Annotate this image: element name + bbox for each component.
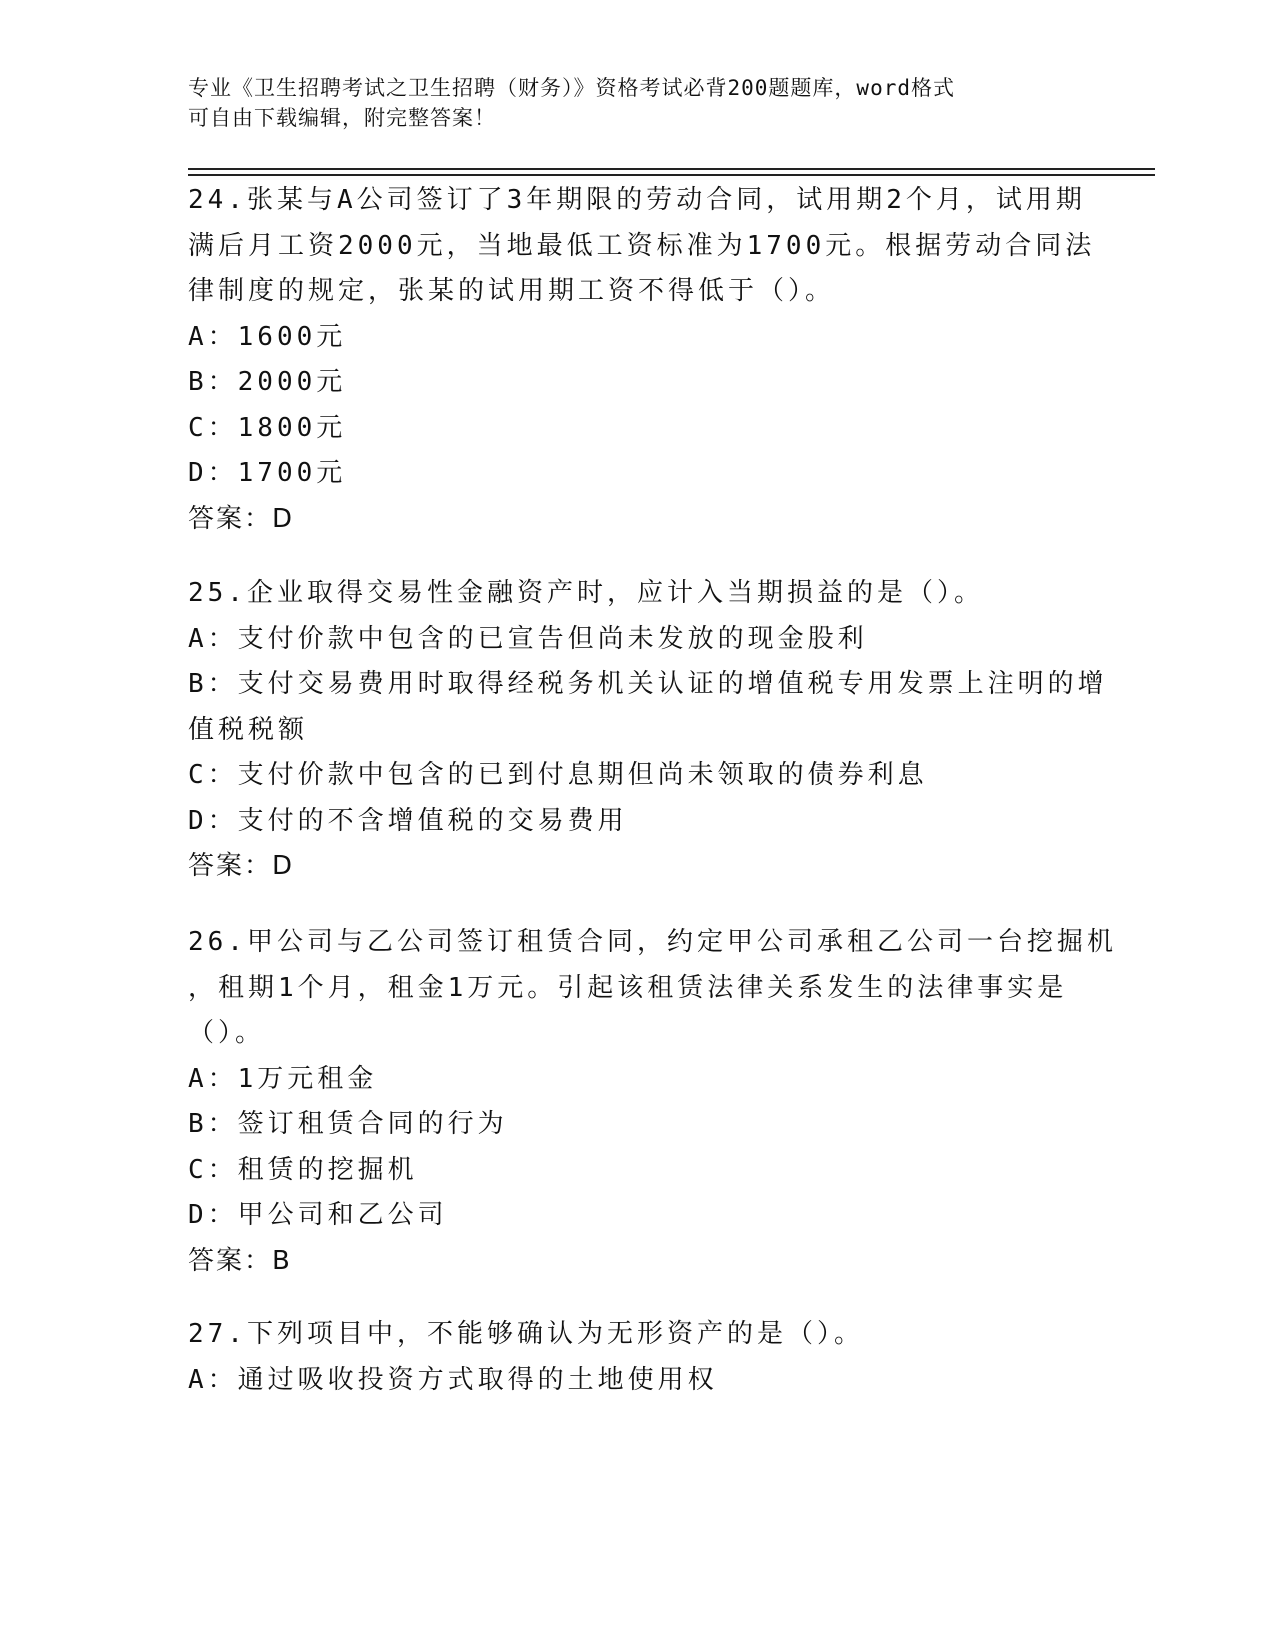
option-b-continued: 值税税额 bbox=[188, 714, 309, 745]
answer: 答案：D bbox=[188, 851, 295, 881]
option-a: A：通过吸收投资方式取得的土地使用权 bbox=[188, 1364, 718, 1395]
option-c: C：支付价款中包含的已到付息期但尚未领取的债券利息 bbox=[188, 760, 928, 790]
answer: 答案：D bbox=[188, 503, 295, 534]
header-rule-top bbox=[188, 168, 1155, 170]
option-b: B：2000元 bbox=[188, 367, 347, 397]
question-stem-line: 24.张某与A公司签订了3年期限的劳动合同，试用期2个月，试用期 bbox=[188, 185, 1086, 215]
header-line-2: 可自由下载编辑，附完整答案！ bbox=[188, 106, 496, 130]
question-stem-line: 27.下列项目中，不能够确认为无形资产的是（）。 bbox=[188, 1319, 864, 1349]
question-27 bbox=[188, 1312, 1088, 1403]
option-c: C：租赁的挖掘机 bbox=[188, 1154, 418, 1185]
header-rule-bottom bbox=[188, 174, 1155, 176]
answer: 答案：B bbox=[188, 1245, 292, 1276]
option-a: A：支付价款中包含的已宣告但尚未发放的现金股利 bbox=[188, 623, 868, 654]
option-d: D：支付的不含增值税的交易费用 bbox=[188, 805, 628, 836]
option-c: C：1800元 bbox=[188, 412, 347, 443]
question-stem-line: （）。 bbox=[188, 1018, 266, 1048]
question-stem-line: 26.甲公司与乙公司签订租赁合同，约定甲公司承租乙公司一台挖掘机 bbox=[188, 927, 1117, 957]
option-d: D：甲公司和乙公司 bbox=[188, 1200, 448, 1230]
option-b: B：支付交易费用时取得经税务机关认证的增值税专用发票上注明的增 bbox=[188, 669, 1108, 699]
question-stem-line: ，租期1个月，租金1万元。引起该租赁法律关系发生的法律事实是 bbox=[188, 972, 1068, 1003]
question-stem-line: 满后月工资2000元，当地最低工资标准为1700元。根据劳动合同法 bbox=[188, 230, 1096, 261]
option-a: A：1万元租金 bbox=[188, 1063, 378, 1094]
option-a: A：1600元 bbox=[188, 321, 347, 352]
option-b: B：签订租赁合同的行为 bbox=[188, 1109, 508, 1139]
header-line-1: 专业《卫生招聘考试之卫生招聘（财务）》资格考试必背200题题库，word格式 bbox=[188, 76, 955, 100]
question-25 bbox=[188, 571, 1108, 890]
question-26 bbox=[188, 920, 1117, 1284]
question-24 bbox=[188, 178, 1096, 542]
question-stem-line: 25.企业取得交易性金融资产时，应计入当期损益的是（）。 bbox=[188, 578, 984, 608]
option-d: D：1700元 bbox=[188, 458, 347, 488]
question-stem-line: 律制度的规定，张某的试用期工资不得低于（）。 bbox=[188, 276, 836, 306]
